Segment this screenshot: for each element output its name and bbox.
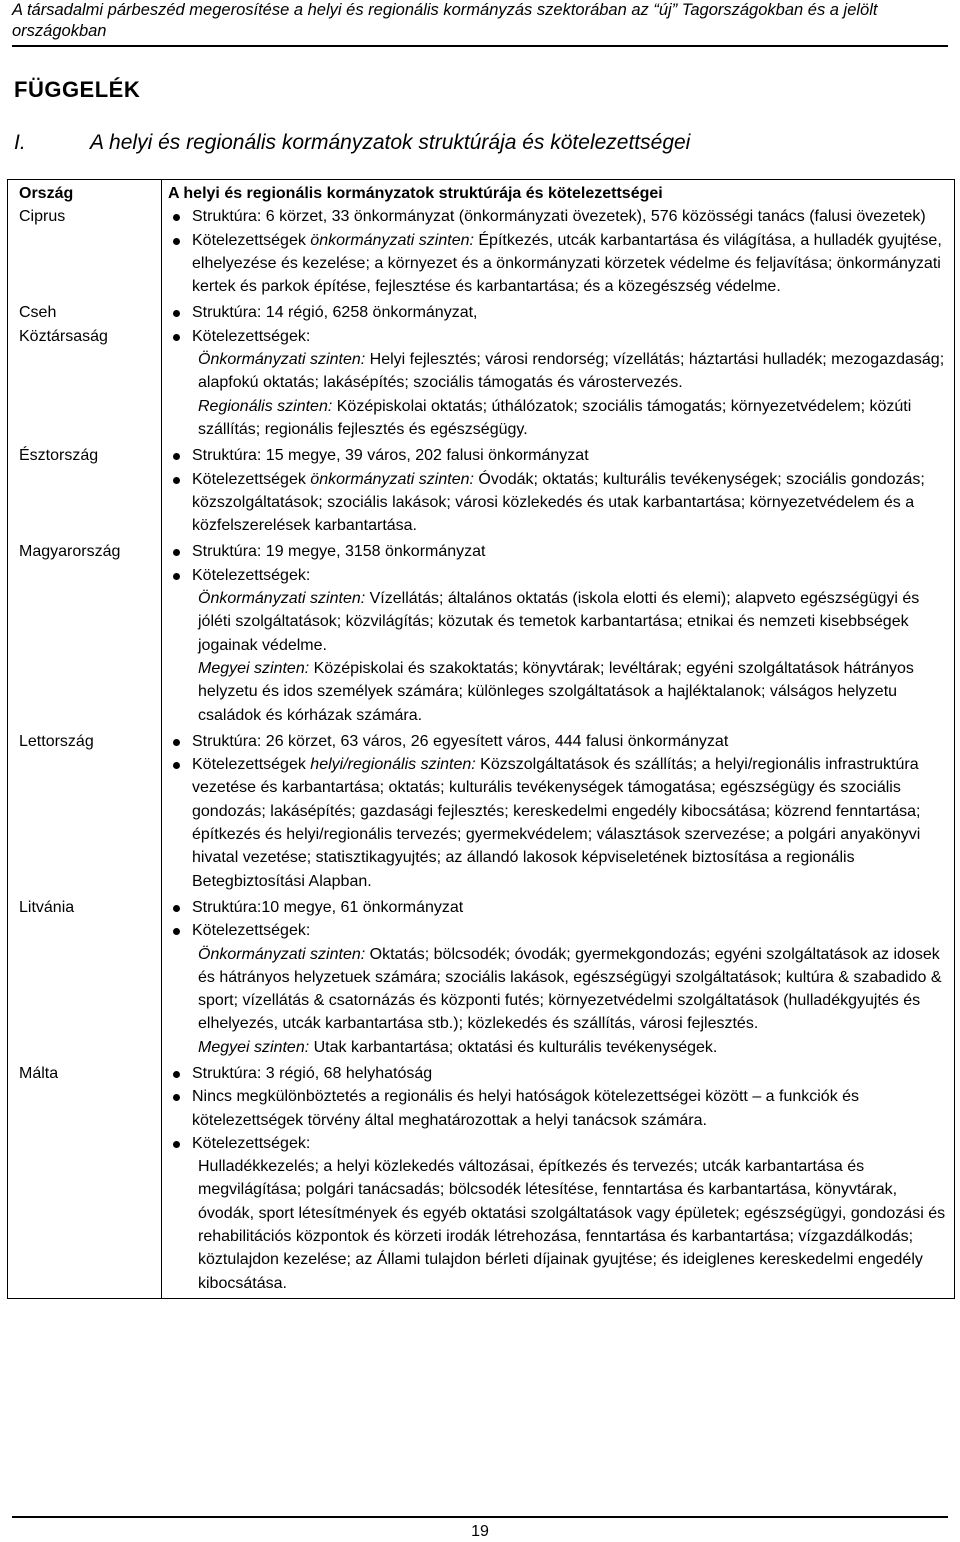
item-list bbox=[168, 444, 946, 537]
country-cell: Lettország bbox=[8, 730, 162, 896]
table-row bbox=[8, 205, 955, 301]
section-title-text: A helyi és regionális kormányzatok struktúrája és kötelezettségei bbox=[90, 131, 691, 154]
duties-item: Kötelezettségek: bbox=[168, 325, 946, 348]
page-number: 19 bbox=[471, 1523, 489, 1540]
header-country: Ország bbox=[8, 180, 162, 206]
country-cell: Ciprus bbox=[8, 205, 162, 301]
level-label: Önkormányzati szinten: bbox=[198, 945, 366, 963]
header-content: A helyi és regionális kormányzatok struktúrája és kötelezettségei bbox=[168, 185, 663, 202]
section-title bbox=[14, 131, 944, 155]
level-label: Megyei szinten: bbox=[198, 1038, 310, 1056]
table-row bbox=[8, 730, 955, 896]
duties-item: Kötelezettségek: bbox=[168, 1132, 946, 1155]
level-label: Regionális szinten: bbox=[198, 397, 333, 415]
duty-paragraph: Megyei szinten: Utak karbantartása; oktatási és kulturális tevékenységek. bbox=[198, 1038, 718, 1056]
duties-item: Kötelezettségek helyi/regionális szinten: Közszolgáltatások és szállítás; a helyi/regionális infrastruktúra vezetése és karbantartása; oktatás; kulturális tevékenységek támogatása; egészségügy és szociális gondozás; lakásépítés; gazdasági fejlesztés; kereskedelmi engedély kibocsátása; közrend fenntartása; építkezés és helyi/regionális tervezés; gyermekvédelem; választások szervezése; a polgári anyakönyvi hivatal vezetése; statisztikagyujtés; az állandó lakosok képviseletének biztosítása a regionális Betegbiztosítási Alapban. bbox=[168, 753, 946, 893]
content-cell bbox=[162, 1062, 955, 1298]
item-list bbox=[168, 730, 946, 893]
country-cell: Magyarország bbox=[8, 540, 162, 729]
table-row bbox=[8, 1062, 955, 1298]
duty-paragraph: Önkormányzati szinten: Helyi fejlesztés; városi rendorség; vízellátás; háztartási hulladék; mezogazdaság; alapfokú oktatás; lakásépítés; szociális támogatás és várostervezés. bbox=[198, 351, 945, 392]
content-cell bbox=[162, 301, 955, 444]
appendix-title: FÜGGELÉK bbox=[14, 77, 141, 102]
duties-item: Kötelezettségek: bbox=[168, 564, 946, 587]
duty-paragraph: Hulladékkezelés; a helyi közlekedés változásai, építkezés és tervezés; utcák karbantartása és megvilágítása; polgári tanácsadás; bölcsodék létesítése, fenntartása és karbantartása, könyvtárak, óvodák, sport létesítmények és egyéb oktatási szolgáltatások vagy épületek; egészségügyi, gondozási és rehabilitációs központok és körzeti irodák létrehozása, fenntartása és karbantartása; vízgazdálkodás; köztulajdon kezelése; az Állami tulajdon bérleti díjainak gyujtése; és ideiglenes kereskedelmi engedély kibocsátása. bbox=[198, 1158, 946, 1292]
content-cell bbox=[162, 730, 955, 896]
duties-item: Kötelezettségek önkormányzati szinten: Építkezés, utcák karbantartása és világítása, a hulladék gyujtése, elhelyezése és kezelése; a környezet és a önkormányzati körzetek védelme és feljavítása; önkormányzati kertek és parkok építése, fejlesztése és karbantartása; és a közegészség védelme. bbox=[168, 229, 946, 299]
level-label: Megyei szinten: bbox=[198, 659, 310, 677]
country-cell: Litvánia bbox=[8, 896, 162, 1062]
content-cell bbox=[162, 205, 955, 301]
level-label: önkormányzati szinten: bbox=[310, 231, 474, 249]
country-cell: Cseh Köztársaság bbox=[8, 301, 162, 444]
duties-item: Kötelezettségek: bbox=[168, 919, 946, 942]
table-row bbox=[8, 540, 955, 729]
structure-table bbox=[7, 179, 955, 1299]
content-cell bbox=[162, 896, 955, 1062]
content-cell bbox=[162, 540, 955, 729]
duties-item: Kötelezettségek önkormányzati szinten: Óvodák; oktatás; kulturális tevékenységek; szociális gondozás; közszolgáltatások; szociális lakások; városi közlekedés és utak karbantartása; környezetvédelem és a közfelszerelések karbantartása. bbox=[168, 468, 946, 538]
distinction-item: Nincs megkülönböztetés a regionális és helyi hatóságok kötelezettségei között – a funkciók és kötelezettségek törvény által meghatározottak a helyi tanácsok számára. bbox=[168, 1085, 946, 1132]
level-label: Önkormányzati szinten: bbox=[198, 590, 366, 608]
country-cell: Észtország bbox=[8, 444, 162, 540]
item-list bbox=[168, 896, 946, 943]
structure-item: Struktúra: 6 körzet, 33 önkormányzat (önkormányzati övezetek), 576 közösségi tanács (falusi övezetek) bbox=[168, 205, 946, 228]
item-list bbox=[168, 301, 946, 348]
content-cell bbox=[162, 444, 955, 540]
level-label: Önkormányzati szinten: bbox=[198, 351, 366, 369]
structure-item: Struktúra: 26 körzet, 63 város, 26 egyesített város, 444 falusi önkormányzat bbox=[168, 730, 946, 753]
structure-item: Struktúra: 19 megye, 3158 önkormányzat bbox=[168, 540, 946, 563]
table-row bbox=[8, 896, 955, 1062]
structure-item: Struktúra: 3 régió, 68 helyhatóság bbox=[168, 1062, 946, 1085]
structure-item: Struktúra: 14 régió, 6258 önkormányzat, bbox=[168, 301, 946, 324]
running-header bbox=[12, 0, 948, 47]
section-number: I. bbox=[14, 131, 26, 154]
table-row bbox=[8, 444, 955, 540]
item-list bbox=[168, 205, 946, 298]
item-list bbox=[168, 540, 946, 587]
level-label: helyi/regionális szinten: bbox=[310, 756, 476, 774]
country-cell: Málta bbox=[8, 1062, 162, 1298]
duty-paragraph: Önkormányzati szinten: Oktatás; bölcsodék; óvodák; gyermekgondozás; egyéni szolgáltatások az idosek és hátrányos helyzetuek számára; szociális lakások, egészségügyi szolgáltatások; kultúra & szabadido & sport; vízellátás & csatornázás és központi futés; környezetvédelmi szolgáltatások (hulladékgyujtés és elhelyezés, utcák karbantartása stb.); közlekedés és szállítás, városi fejlesztés. bbox=[198, 945, 942, 1033]
structure-item: Struktúra: 15 megye, 39 város, 202 falusi önkormányzat bbox=[168, 444, 946, 467]
item-list bbox=[168, 1062, 946, 1155]
level-label: önkormányzati szinten: bbox=[310, 470, 474, 488]
duty-paragraph: Regionális szinten: Középiskolai oktatás; úthálózatok; szociális támogatás; környezetvédelem; közúti szállítás; regionális fejlesztés és egészségügy. bbox=[198, 397, 912, 438]
structure-item: Struktúra:10 megye, 61 önkormányzat bbox=[168, 896, 946, 919]
running-header-text: A társadalmi párbeszéd megerosítése a helyi és regionális kormányzás szektorában az “új” Tagországokban és a jelölt országokban bbox=[12, 1, 878, 40]
table-header-row bbox=[8, 180, 955, 206]
duty-paragraph: Önkormányzati szinten: Vízellátás; általános oktatás (iskola elotti és elemi); alapveto egészségügyi és jóléti szolgáltatások; közvilágítás; közutak és temetok karbantartása; etnikai és nemzeti kisebbségek jogainak védelme. bbox=[198, 590, 920, 654]
table-row bbox=[8, 301, 955, 444]
footer-rule bbox=[12, 1516, 948, 1518]
duty-paragraph: Megyei szinten: Középiskolai és szakoktatás; könyvtárak; levéltárak; egyéni szolgáltatások hátrányos helyzetu és idos személyek számára; különleges szolgáltatások a hajléktalanok; válságos helyzetu családok és kórházak számára. bbox=[198, 659, 914, 724]
